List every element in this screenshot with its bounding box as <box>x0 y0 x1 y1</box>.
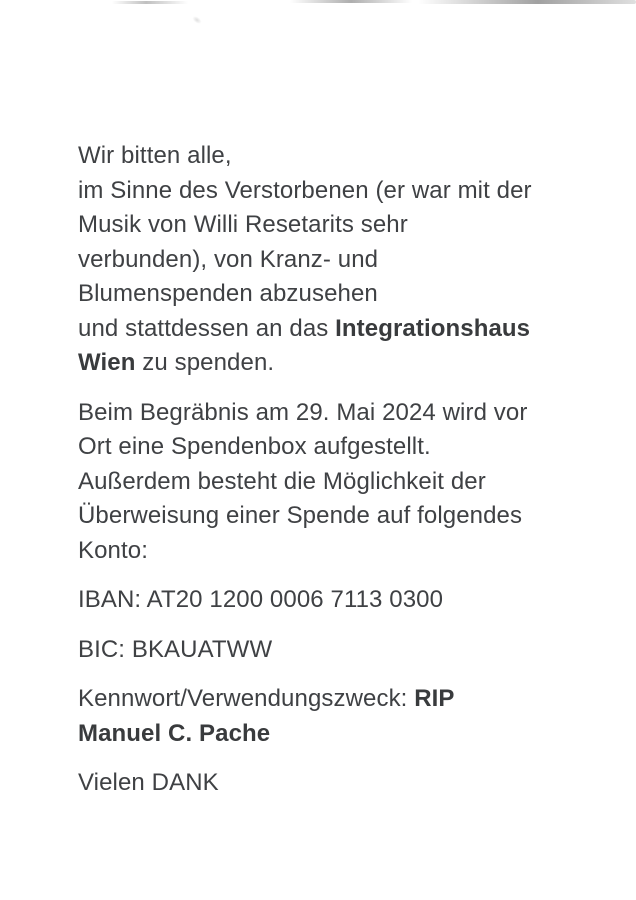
text-run: Außerdem besteht die Möglichkeit der <box>78 467 486 495</box>
text-run: Überweisung einer Spende auf folgendes <box>78 502 523 529</box>
text-line <box>78 208 598 243</box>
bold-text-run: Wien <box>78 349 136 376</box>
text-run: Wir bitten alle, <box>78 142 232 169</box>
paragraph <box>78 396 598 569</box>
text-line <box>78 430 598 465</box>
bold-text-run: Manuel C. Pache <box>78 719 271 747</box>
scan-streak-artifact <box>290 0 412 3</box>
text-run: IBAN: AT20 1200 0006 7113 0300 <box>78 586 444 613</box>
text-run: Konto: <box>78 536 148 564</box>
bold-text-run: Integrationshaus <box>335 314 531 342</box>
text-run: im Sinne des Verstorbenen (er war mit der <box>78 176 532 204</box>
text-run: und stattdessen an das <box>78 314 336 342</box>
text-run: verbunden), von Kranz- und <box>78 245 379 273</box>
text-line <box>78 396 598 431</box>
paragraph <box>78 766 598 801</box>
text-line <box>78 682 598 717</box>
text-line <box>78 465 598 500</box>
text-run: Kennwort/Verwendungszweck: <box>78 685 415 712</box>
bold-text-run: RIP <box>414 685 455 712</box>
text-run: BIC: BKAUATWW <box>78 635 273 663</box>
text-line <box>78 346 598 381</box>
text-line <box>78 277 598 312</box>
text-line <box>78 633 598 668</box>
scan-smudge-artifact <box>191 15 203 26</box>
text-line <box>78 312 598 347</box>
text-line <box>78 139 598 174</box>
text-line <box>78 717 598 752</box>
text-line <box>78 499 598 534</box>
text-run: Beim Begräbnis am 29. Mai 2024 wird vor <box>78 398 528 426</box>
text-run: zu spenden. <box>135 349 275 376</box>
paragraph <box>78 633 598 668</box>
scan-streak-artifact <box>112 1 188 4</box>
text-run: Ort eine Spendenbox aufgestellt. <box>78 433 431 460</box>
text-line <box>78 534 598 569</box>
text-line <box>78 174 598 209</box>
paragraph <box>78 682 598 751</box>
text-run: Musik von Willi Resetarits sehr <box>78 211 408 238</box>
paragraph <box>78 583 598 618</box>
text-line <box>78 766 598 801</box>
text-line <box>78 583 598 618</box>
text-run: Vielen DANK <box>78 769 219 796</box>
text-run: Blumenspenden abzusehen <box>78 280 378 307</box>
paragraph <box>78 139 598 381</box>
scan-streak-artifact <box>418 0 636 4</box>
text-line <box>78 243 598 278</box>
document-text <box>78 139 598 816</box>
